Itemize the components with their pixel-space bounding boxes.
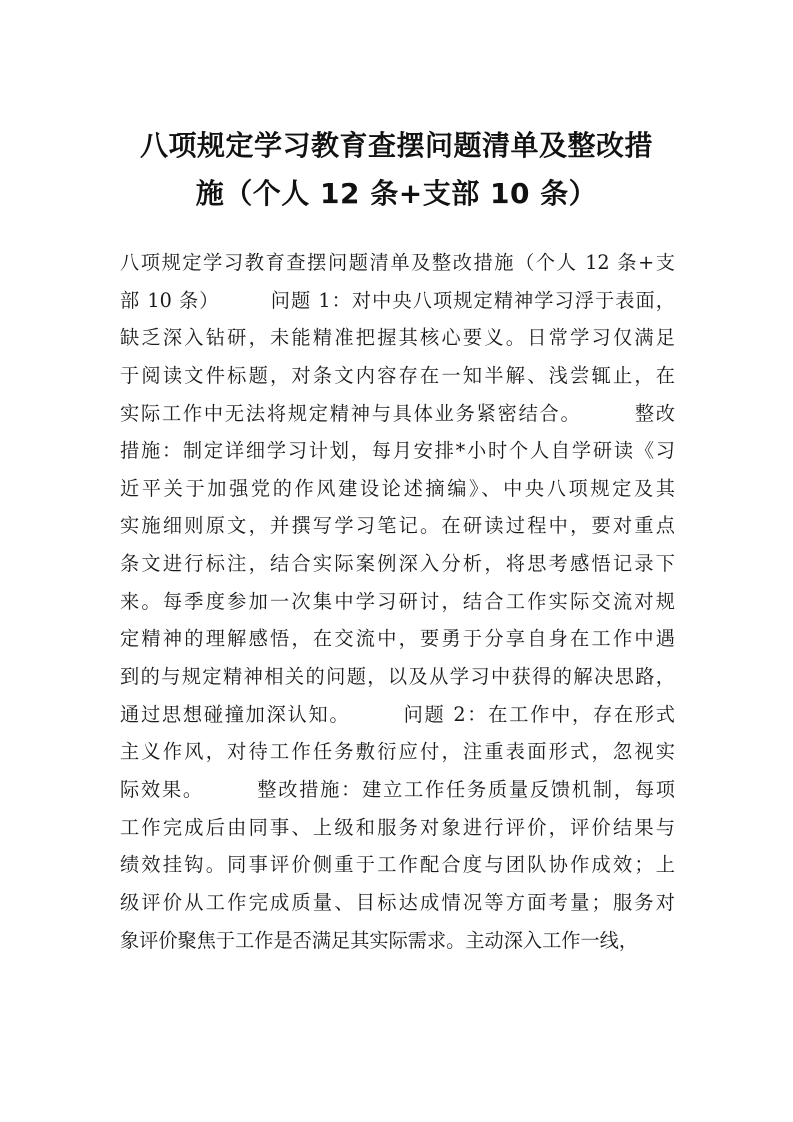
title-line-1: 八项规定学习教育查摆问题清单及整改措 xyxy=(139,129,653,162)
body-line: 缺乏深入钻研，未能精准把握其核心要义。日常学习仅满足 xyxy=(120,326,675,350)
body-line: 部 10 条） 问题 1：对中央八项规定精神学习浮于表面， xyxy=(120,288,675,312)
body-line: 措施：制定详细学习计划，每月安排*小时个人自学研读《习 xyxy=(120,439,675,463)
body-line: 来。每季度参加一次集中学习研讨，结合工作实际交流对规 xyxy=(120,589,675,613)
body-line: 八项规定学习教育查摆问题清单及整改措施（个人 12 条+支 xyxy=(120,251,675,274)
body-line: 于阅读文件标题，对条文内容存在一知半解、浅尝辄止，在 xyxy=(120,363,675,387)
body-line: 实际工作中无法将规定精神与具体业务紧密结合。 整改 xyxy=(120,401,675,425)
body-line: 定精神的理解感悟，在交流中，要勇于分享自身在工作中遇 xyxy=(120,627,675,651)
document-body xyxy=(120,244,675,959)
body-line: 级评价从工作完成质量、目标达成情况等方面考量；服务对 xyxy=(120,890,675,914)
document-title xyxy=(100,122,693,218)
body-line: 际效果。 整改措施：建立工作任务质量反馈机制，每项 xyxy=(120,777,675,801)
body-line: 实施细则原文，并撰写学习笔记。在研读过程中，要对重点 xyxy=(120,514,675,538)
body-line: 条文进行标注，结合实际案例深入分析，将思考感悟记录下 xyxy=(120,552,675,576)
body-line: 通过思想碰撞加深认知。 问题 2：在工作中，存在形式 xyxy=(120,702,675,726)
body-line: 绩效挂钩。同事评价侧重于工作配合度与团队协作成效；上 xyxy=(120,853,675,877)
body-line: 主义作风，对待工作任务敷衍应付，注重表面形式，忽视实 xyxy=(120,740,675,764)
body-line: 象评价聚焦于工作是否满足其实际需求。主动深入工作一线， xyxy=(120,928,639,952)
title-line-2: 施（个人 12 条+支部 10 条） xyxy=(195,177,598,210)
body-line: 到的与规定精神相关的问题，以及从学习中获得的解决思路， xyxy=(120,665,675,689)
body-line: 工作完成后由同事、上级和服务对象进行评价，评价结果与 xyxy=(120,815,675,839)
body-line: 近平关于加强党的作风建设论述摘编》、中央八项规定及其 xyxy=(120,476,675,500)
